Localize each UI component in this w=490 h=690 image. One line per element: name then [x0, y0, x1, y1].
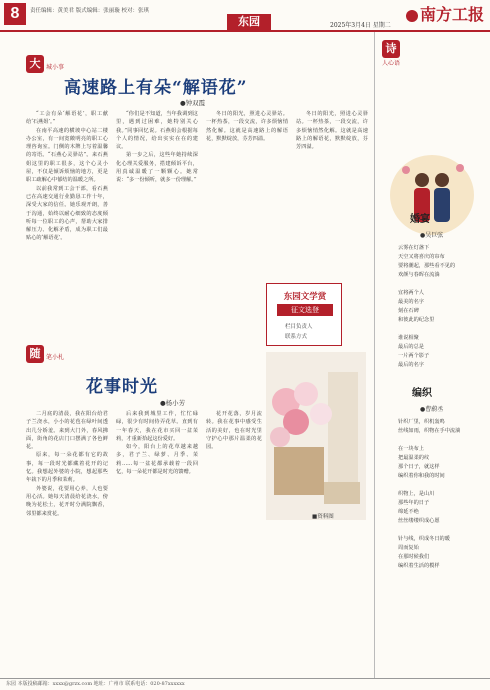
- paragraph: 花开花落，岁月流转。我在花事中感受生活的美好，也在时光里守护心中那片温柔的花园。: [206, 411, 262, 451]
- editors-line: 责任编辑：黄美君 版式编辑：张丽璇 校对：张琪: [30, 8, 149, 14]
- poem-line: 宜将两个人: [398, 290, 424, 296]
- article2-headline: 花事时光: [86, 377, 158, 397]
- paragraph: “工会有朵‘解语花’，职工献给‘石燕姐’。”: [26, 111, 108, 126]
- page-number: 8: [4, 3, 26, 25]
- poem-line: 编织着生活的模样: [398, 563, 440, 569]
- paragraph: 后来我到城里工作，忙忙碌碌，很少有时间侍弄花草。直到有一年春天，我在花市买回一盆茉莉，才重新拾起这份爱好。: [116, 411, 198, 442]
- poem-line: 针织厂里，织机轰鸣: [398, 419, 445, 425]
- paragraph: 如今，阳台上的花草越来越多，君子兰、绿萝、月季、茉莉……每一盆花都承载着一段回忆，每一朵花开都是时光的馈赠。: [116, 444, 198, 476]
- header-rule: [0, 30, 490, 32]
- poem-line: 一片两个影子: [398, 353, 430, 359]
- paragraph: 第一步之后，这些年她持续深化心理关爱服务，搭建倾诉平台，用真诚温暖了一颗颗心。她常说：“多一份倾听，就多一份理解。”: [116, 152, 198, 184]
- poem-seal: 诗: [382, 40, 400, 58]
- section-name: 东园: [227, 14, 271, 30]
- poem-line: 周而复始: [398, 545, 419, 551]
- flower-photo: [266, 352, 366, 520]
- poem-line: 把最温柔的纹: [398, 455, 430, 461]
- poem-line: 欢颜与春晖在流淌: [398, 272, 440, 278]
- article2-author: ●杨小芳: [160, 399, 186, 407]
- column-seal: 大: [26, 55, 44, 73]
- poem-line: 那个日子，就这样: [398, 464, 440, 470]
- poem-line: 刻在石碑: [398, 308, 419, 314]
- promo-title: 东园文学赏: [283, 292, 327, 302]
- article-author: ●钟双霞: [180, 99, 206, 107]
- column-divider: [374, 32, 375, 678]
- masthead: [406, 2, 484, 25]
- poem-line: 天空又将喜庆的帘布: [398, 254, 445, 260]
- flower-image: [266, 352, 366, 520]
- article2-body-col2: [116, 410, 198, 672]
- poem-line: 要将潮起，那些看不见的: [398, 263, 456, 269]
- paragraph: 二月底的清晨，我在阳台给君子兰浇水，小小的花苞在绿叶间透出几分娇羞。来到大门外，春风拂面，街角的花店门口摆满了各色鲜花。: [26, 411, 108, 451]
- poem-line: 针与线，织成冬日的暖: [398, 536, 450, 542]
- article-body-col1: [26, 110, 108, 340]
- poem2-author: ●曹蔚丞: [420, 406, 444, 413]
- wedding-illustration: [380, 140, 485, 242]
- paragraph: 原来，每一朵花都有它的故事，每一段时光都藏着花开的记忆。我想起外婆的小院，想起那些年栽下的月季和茉莉。: [26, 452, 108, 484]
- promo-line: 联系方式: [285, 334, 308, 340]
- poem-line: 编织着你和我的时间: [398, 473, 445, 479]
- poem-line: 那些年的日子: [398, 500, 430, 506]
- promo-subtitle: 征文选登: [277, 304, 333, 316]
- article-body-col3: [206, 110, 288, 280]
- article-body-col2: [116, 110, 198, 340]
- issue-date: 2025年3月4日 星期二: [330, 22, 391, 29]
- poem-line: 在一块布上: [398, 446, 424, 452]
- poem2-title: 编织: [412, 388, 432, 399]
- poem-line: 在那时候我们: [398, 554, 430, 560]
- footer: 东园 本版投稿邮箱：xxxx@grzx.com 地址：广州市 联系电话：020-87xxxxxx: [0, 678, 490, 690]
- poem-line: 和彼此的纪念里: [398, 317, 435, 323]
- column-caption: 城小事: [46, 64, 65, 71]
- paragraph: 冬日的阳光，照进心灵驿站。一杯热茶，一段交流，许多烦恼悄然化解。这就是高速路上的解语花，默默绽放，芬芳四溢。: [296, 111, 368, 151]
- poem-line: 织物上，是山川: [398, 491, 435, 497]
- paragraph: 以前我常到工会干部，看石燕已在高速交通行业勤恳工作十年，深受大家的信任。她乐观开朗，善于沟通，始终以耐心细致的态度倾听每一位职工的心声，帮助大家排解压力、化解矛盾，成为职工们最贴心的‘解语花’。: [26, 185, 108, 242]
- paragraph: 外婆说，花要用心养，人也要用心活。她每天清晨给花浇水，傍晚为花松土，花开时分满院飘香，邻里都来赏花。: [26, 485, 108, 517]
- column-caption-2: 笔小札: [46, 354, 65, 361]
- column-seal-2: 随: [26, 345, 44, 363]
- poem-line: 丝线如雨，织物在手中流淌: [398, 428, 461, 434]
- article-body-col4: [296, 110, 368, 280]
- poem-line: 绵延不绝: [398, 509, 419, 515]
- masthead-title: 南方工报: [420, 5, 485, 24]
- poem-line: 最后的总是: [398, 344, 424, 350]
- poem-line: 最后的名字: [398, 362, 424, 368]
- paragraph: 冬日的阳光，照进心灵驿站。一杯热茶，一段交流，许多烦恼悄然化解。这就是高速路上的解语花，默默绽放，芬芳四溢。: [206, 111, 288, 142]
- poem-caption: 人心语: [382, 60, 401, 67]
- paragraph: “你们是不知道，当年我调到这里，遇到过困难，她特别关心我。”同事回忆说。石燕姐会根据每个人的情况，给出实实在在的建议。: [116, 111, 198, 151]
- article2-body-col3: [206, 410, 262, 672]
- poem-author: ●吴巨弦: [420, 232, 444, 239]
- photo-caption: ■资料图: [312, 514, 334, 520]
- masthead-logo-icon: [406, 10, 418, 22]
- poem-title: 婚宴: [410, 214, 430, 225]
- article-headline: 高速路上有朵“解语花”: [64, 78, 248, 98]
- promo-line: 栏目负责人: [285, 324, 313, 330]
- poem-line: 云雾在灯盏下: [398, 245, 430, 251]
- poem-line: 谁说相聚: [398, 335, 419, 341]
- poem-line: 丝丝缕缕织成心愿: [398, 518, 440, 524]
- poem-line: 最美的名字: [398, 299, 424, 305]
- promo-box: [266, 283, 342, 346]
- article2-body-col1: [26, 410, 108, 672]
- paragraph: 在南平高速的横坡中心站二楼办公室，有一间宽敞明亮的职工心理咨询室。门侧的木牌上写着温馨的寄语。“石燕心灵驿站”。来石燕姐这里的职工很多，这个心灵小屋，不仅是倾诉烦恼的地方，更是职工疏解心中郁结的温暖之所。: [26, 127, 108, 184]
